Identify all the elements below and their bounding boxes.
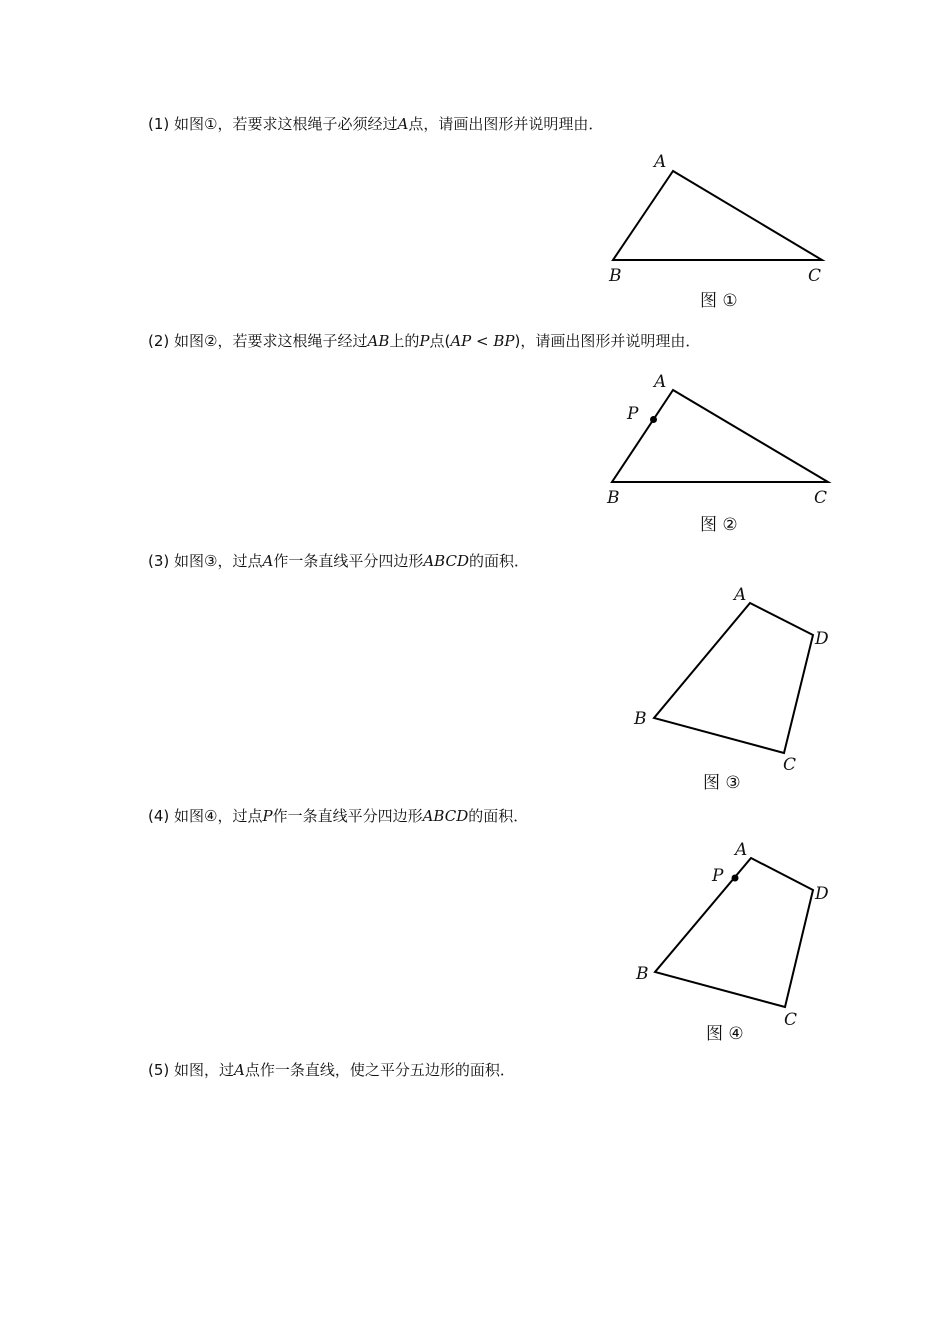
figure-2 [606, 372, 828, 535]
figure-caption: 图 ① [700, 291, 738, 311]
vertex-label-a: A [735, 840, 748, 860]
question-text: 如图①，若要求这根绳子必须经过 [174, 115, 398, 133]
point-p [732, 875, 739, 882]
question-text: 点作一条直线，使之平分五边形的面积． [244, 1061, 515, 1079]
vertex-label-d: D [815, 629, 829, 649]
question-text: )，请画出图形并说明理由． [514, 332, 701, 350]
vertex-label-a: A [654, 152, 667, 172]
question-text: 的面积． [468, 807, 529, 825]
question-text: 如图④，过点 [174, 807, 263, 825]
question-number: (3) [148, 552, 170, 570]
math-var: AB [367, 332, 390, 350]
vertex-label-b: B [607, 488, 620, 508]
vertex-label-a: A [734, 585, 747, 605]
vertex-label-d: D [815, 884, 829, 904]
math-expression: AP < BP [450, 332, 515, 350]
vertex-label-a: A [654, 372, 667, 392]
figure-caption: 图 ③ [703, 773, 741, 793]
question-number: (1) [148, 115, 170, 133]
point-label-p: P [627, 404, 639, 424]
triangle-abc [612, 390, 828, 482]
question-number: (5) [148, 1061, 170, 1079]
math-var: A [262, 552, 274, 570]
vertex-label-c: C [814, 488, 828, 508]
question-text: 如图②，若要求这根绳子经过 [174, 332, 368, 350]
figure-caption: 图 ② [700, 515, 738, 535]
math-var: A [234, 1061, 245, 1079]
question-text: 的面积． [468, 552, 529, 570]
quadrilateral-abcd [654, 603, 813, 753]
figure-4 [635, 840, 829, 1044]
figure-3 [633, 585, 829, 793]
figure-1 [608, 152, 822, 311]
question-text: 如图③，过点 [174, 552, 263, 570]
question-text: 作一条直线平分四边形 [272, 807, 423, 825]
figure-caption: 图 ④ [706, 1024, 744, 1044]
question-text: 点，请画出图形并说明理由． [408, 115, 604, 133]
point-p [650, 416, 657, 423]
math-var: ABCD [423, 552, 469, 570]
math-var: P [262, 807, 273, 825]
math-var: P [419, 332, 430, 350]
question-text: 作一条直线平分四边形 [273, 552, 424, 570]
vertex-label-c: C [808, 266, 822, 286]
vertex-label-c: C [784, 1010, 798, 1030]
math-var: A [397, 115, 409, 133]
question-text: 上的 [389, 332, 420, 350]
point-label-p: P [712, 866, 724, 886]
math-var: ABCD [422, 807, 469, 825]
triangle-abc [613, 171, 822, 260]
vertex-label-c: C [783, 755, 797, 775]
vertex-label-b: B [609, 266, 622, 286]
question-number: (4) [148, 807, 170, 825]
vertex-label-b: B [634, 709, 647, 729]
question-text: 如图，过 [174, 1061, 235, 1079]
question-number: (2) [148, 332, 170, 350]
question-text: 点( [429, 332, 451, 350]
vertex-label-b: B [636, 964, 649, 984]
